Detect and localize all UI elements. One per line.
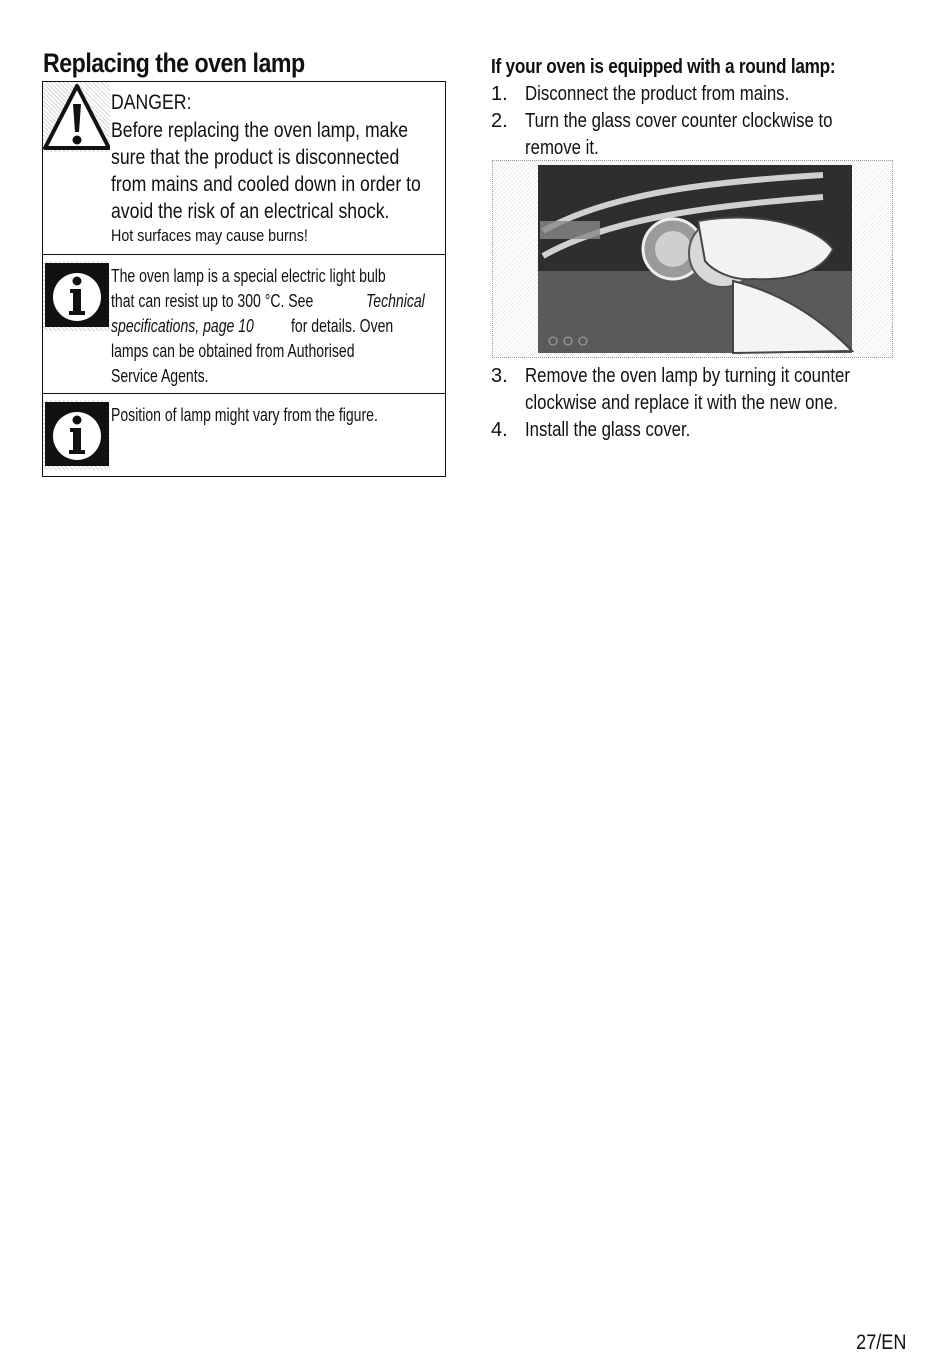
warning-triangle-icon [43,82,110,152]
danger-line-2: sure that the product is disconnected [111,146,400,169]
page-number: 27/EN [855,1331,906,1354]
info-box-lamp-spec: The oven lamp is a special electric light bulb that can resist up to 300 °C. See Technical specifications, page 10 for details. Oven lamps can be obtained from Authorised Service Agents. [42,254,446,394]
oven-lamp-figure [492,160,893,358]
danger-note: Hot surfaces may cause burns! [111,226,308,245]
warning-icon-area [43,82,110,152]
info2-text: Position of lamp might vary from the figure. [111,405,378,425]
danger-line-4: avoid the risk of an electrical shock. [111,200,390,223]
page-title: Replacing the oven lamp [43,48,305,78]
danger-line-3: from mains and cooled down in order to [111,173,421,196]
danger-box [42,81,446,255]
info1-line-2: that can resist up to 300 °C. See [111,291,314,311]
oven-lamp-illustration [493,161,892,357]
danger-line-1: Before replacing the oven lamp, make [111,119,409,142]
info1-line-1: The oven lamp is a special electric light bulb [111,266,386,286]
info-box-lamp-position [42,393,446,477]
section-heading: If your oven is equipped with a round lamp: [491,56,836,78]
info-icon [43,400,110,470]
danger-heading: DANGER: [111,91,192,114]
info-icon [43,261,110,331]
